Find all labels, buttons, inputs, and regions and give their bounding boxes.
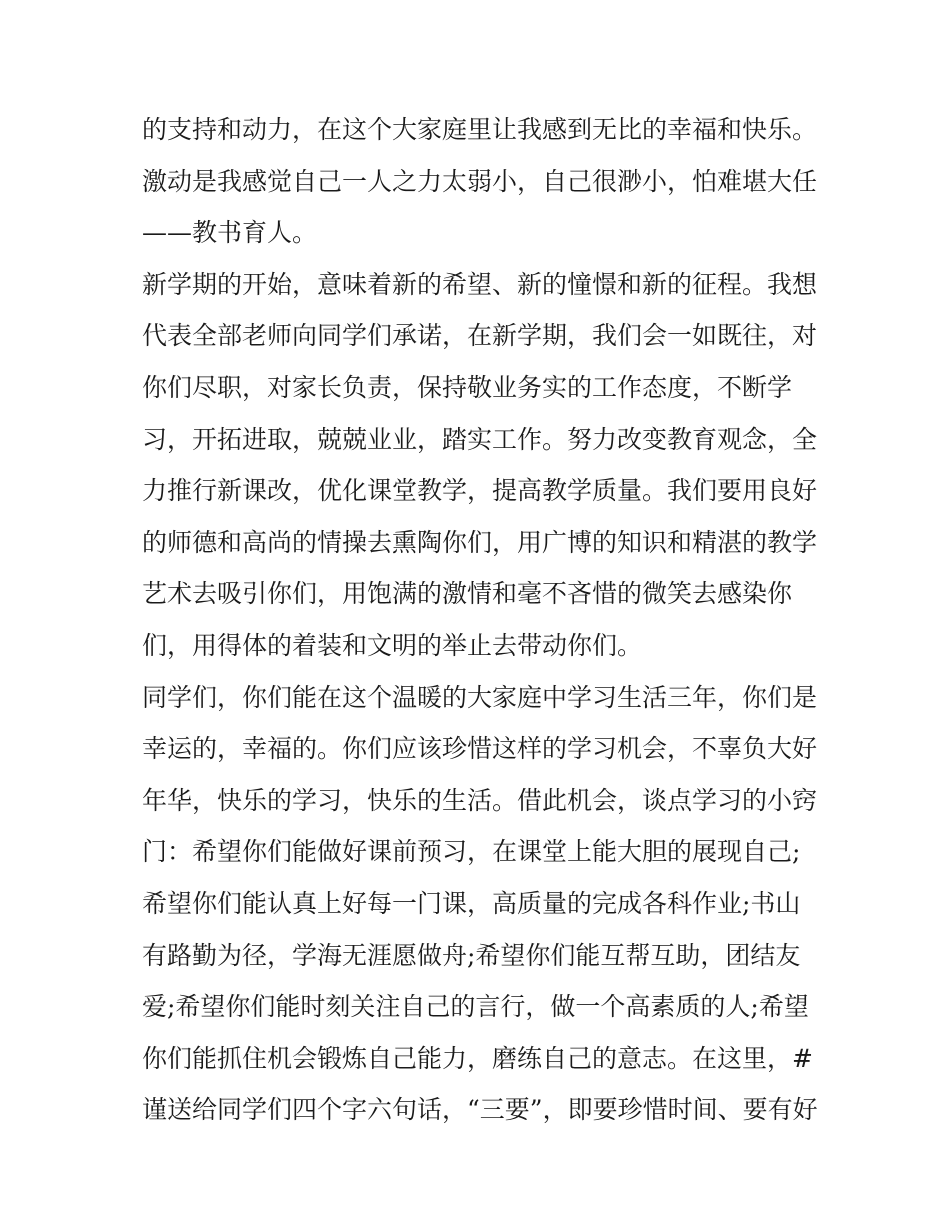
text-line: 爱;希望你们能时刻关注自己的言行，做一个高素质的人;希望 (142, 992, 809, 1022)
text-line: 新学期的开始，意味着新的希望、新的憧憬和新的征程。我想 (142, 269, 818, 299)
text-line: 希望你们能认真上好每一门课，高质量的完成各科作业;书山 (142, 888, 801, 918)
text-line: 的师德和高尚的情操去熏陶你们，用广博的知识和精湛的教学 (142, 527, 818, 557)
text-line: 你们能抓住机会锻炼自己能力，磨练自己的意志。在这里，# (142, 1043, 813, 1073)
text-line: 们，用得体的着装和文明的举止去带动你们。 (142, 630, 643, 660)
text-line: 艺术去吸引你们，用饱满的激情和毫不吝惜的微笑去感染你 (142, 579, 793, 609)
text-line: 习，开拓进取，兢兢业业，踏实工作。努力改变教育观念，全 (142, 424, 818, 454)
text-line: 谨送给同学们四个字六句话，“三要”，即要珍惜时间、要有好 (142, 1095, 818, 1125)
body-text (142, 104, 822, 1136)
text-line: 的支持和动力，在这个大家庭里让我感到无比的幸福和快乐。 (142, 115, 818, 144)
text-line: 力推行新课改，优化课堂教学，提高教学质量。我们要用良好 (142, 476, 818, 506)
text-line: ——教书育人。 (142, 218, 318, 248)
text-line: 有路勤为径，学海无涯愿做舟;希望你们能互帮互助，团结友 (142, 940, 801, 970)
text-line: 门：希望你们能做好课前预习，在课堂上能大胆的展现自己; (142, 837, 801, 867)
text-line: 幸运的，幸福的。你们应该珍惜这样的学习机会，不辜负大好 (142, 734, 818, 764)
text-line: 你们尽职，对家长负责，保持敬业务实的工作态度，不断学 (142, 372, 793, 402)
text-line: 激动是我感觉自己一人之力太弱小，自己很渺小，怕难堪大任 (142, 166, 818, 196)
text-line: 同学们，你们能在这个温暖的大家庭中学习生活三年，你们是 (142, 682, 818, 712)
text-line: 年华，快乐的学习，快乐的生活。借此机会，谈点学习的小窍 (142, 785, 818, 815)
text-line: 代表全部老师向同学们承诺，在新学期，我们会一如既往，对 (142, 321, 818, 351)
